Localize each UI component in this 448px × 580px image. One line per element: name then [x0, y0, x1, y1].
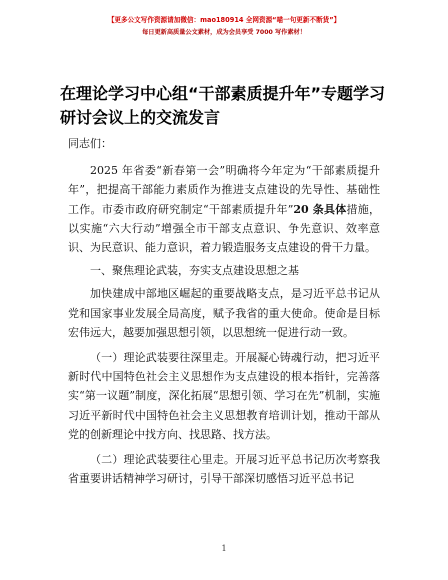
document-body [68, 134, 380, 488]
greeting: 同志们： [68, 137, 112, 150]
paragraph-1-text: 2025 年省委“新春第一会”明确将今年定为“干部素质提升年”，把提高干部能力素质作为推进支点建设的先导性、基础性工作。市委市政府研究制定“干部素质提升年” [68, 164, 380, 216]
paragraph-1-rest: 措施，以实施“六大行动”增强全市干部支点意识、争先意识、效率意识、为民意识、能力意识，着力锻造服务支点建设的骨干力量。 [68, 202, 381, 255]
section-heading-1: 一、聚焦理论武装，夯实支点建设思想之基 [90, 264, 299, 278]
page-number: 1 [221, 544, 227, 553]
paragraph-1 [68, 161, 380, 257]
promo-banner-line-2: 每日更新高质量公文素材，成为会员享受 7000 写作素材！ [142, 29, 306, 36]
paragraph-1-bold: 20 条具体 [293, 202, 347, 216]
document-title: 在理论学习中心组“干部素质提升年”专题学习研讨会议上的交流发言 [60, 84, 386, 127]
promo-banner-line-1: 【更多公文写作资源请加微信：mao180914 全网资源“喵一句更新不断货”】 [107, 16, 341, 24]
subsection-2: （二）理论武装要往心里走。开展习近平总书记历次考察我省重要讲话精神学习研讨，引导干部深切感悟习近平总书记 [68, 453, 380, 486]
subsection-1: （一）理论武装要往深里走。开展凝心铸魂行动，把习近平新时代中国特色社会主义思想作为支点建设的根本指针，完善落实“第一议题”制度，深化拓展“思想引领、学习在先”机制，实施习近平新时代中国特色社会主义思想教育培训计划，推动干部从党的创新理论中找方向、找思路、找方法。 [68, 351, 380, 441]
paragraph-2: 加快建成中部地区崛起的重要战略支点，是习近平总书记从党和国家事业发展全局高度，赋予我省的重大使命。使命是目标宏伟远大，越要加强思想引领，以思想统一促进行动一致。 [68, 287, 380, 339]
